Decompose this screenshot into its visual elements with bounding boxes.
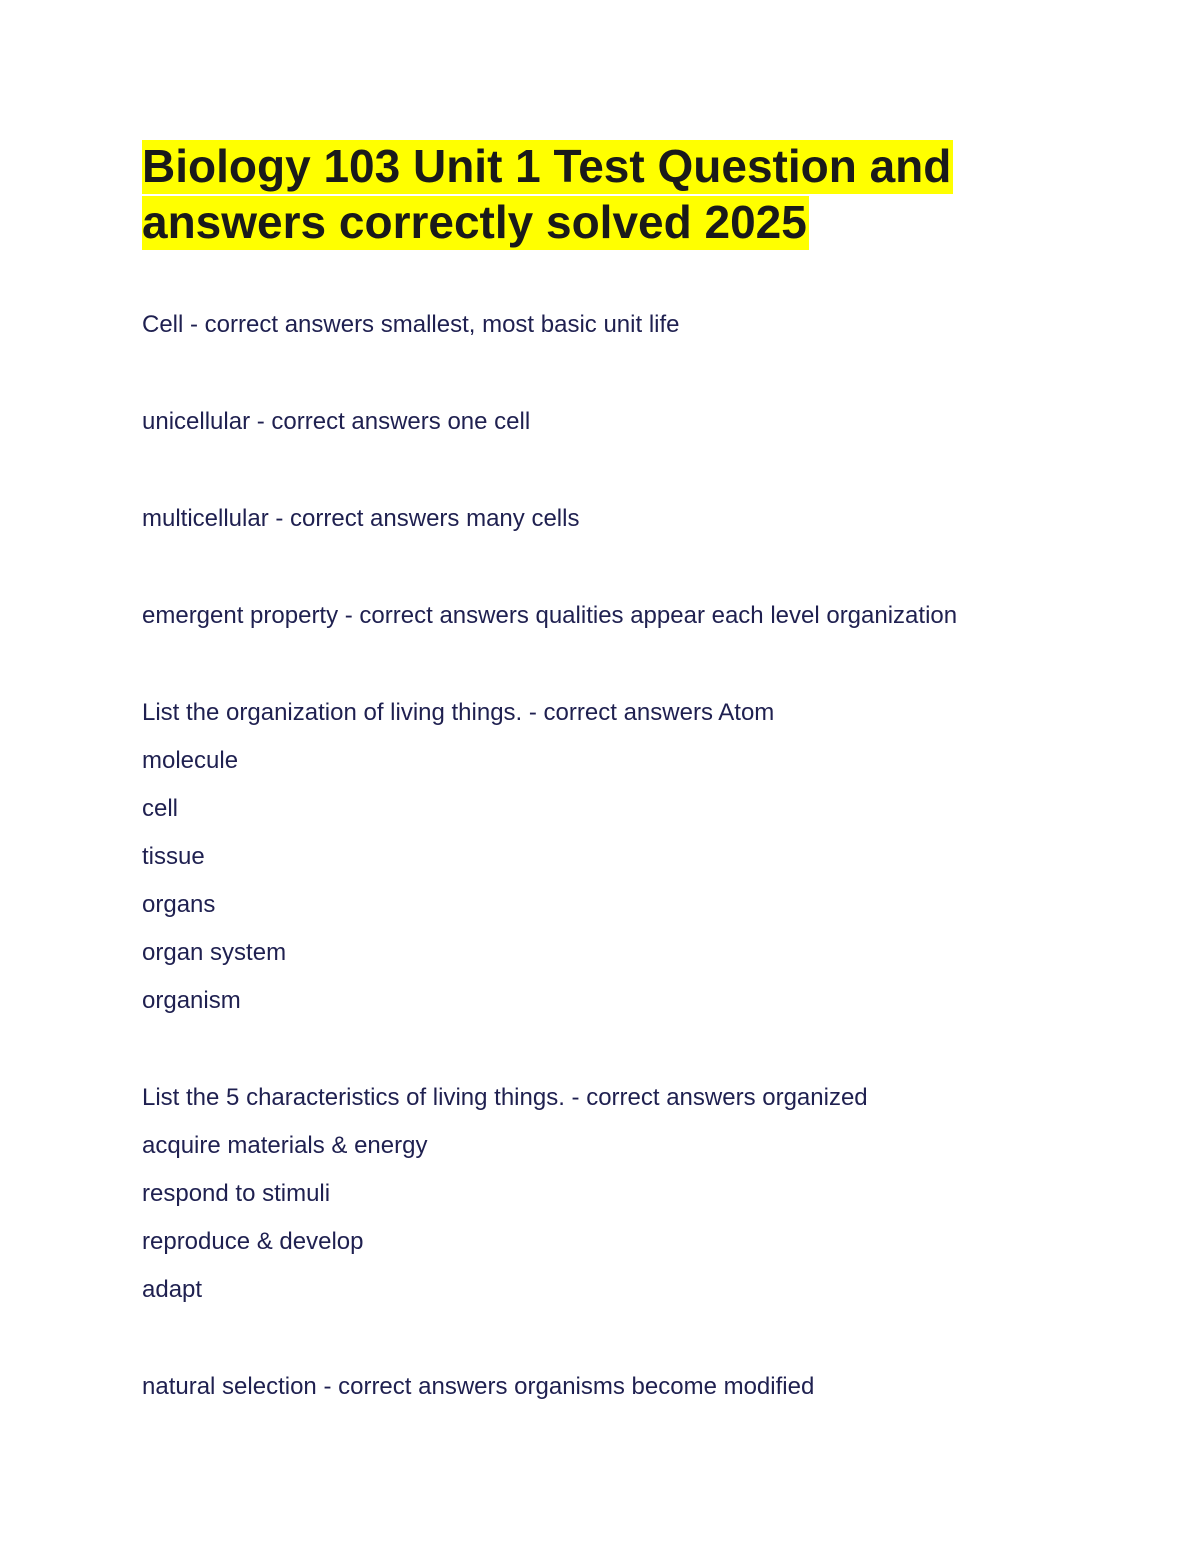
entry-emergent-property: emergent property - correct answers qualities appear each level organization [142, 602, 958, 629]
entry-characteristics-question: List the 5 characteristics of living things. - correct answers organized [142, 1084, 868, 1111]
entry-natural-selection: natural selection - correct answers organisms become modified [142, 1373, 815, 1400]
list-item: organism [142, 987, 241, 1014]
list-item: tissue [142, 843, 205, 870]
document-page [142, 138, 1102, 1411]
list-item: adapt [142, 1276, 203, 1303]
list-item: reproduce & develop [142, 1228, 364, 1255]
list-item: molecule [142, 747, 239, 774]
entry-unicellular: unicellular - correct answers one cell [142, 408, 531, 435]
list-item: respond to stimuli [142, 1180, 331, 1207]
list-item: cell [142, 795, 179, 822]
list-item: organ system [142, 939, 287, 966]
entry-organization-question: List the organization of living things. - correct answers Atom [142, 699, 775, 726]
document-title [142, 138, 1102, 250]
list-item: organs [142, 891, 216, 918]
list-item: acquire materials & energy [142, 1132, 428, 1159]
entry-cell: Cell - correct answers smallest, most basic unit life [142, 311, 680, 338]
title-line-1: Biology 103 Unit 1 Test Question and [142, 140, 952, 192]
entry-multicellular: multicellular - correct answers many cells [142, 505, 580, 532]
title-line-2: answers correctly solved 2025 [142, 196, 807, 248]
